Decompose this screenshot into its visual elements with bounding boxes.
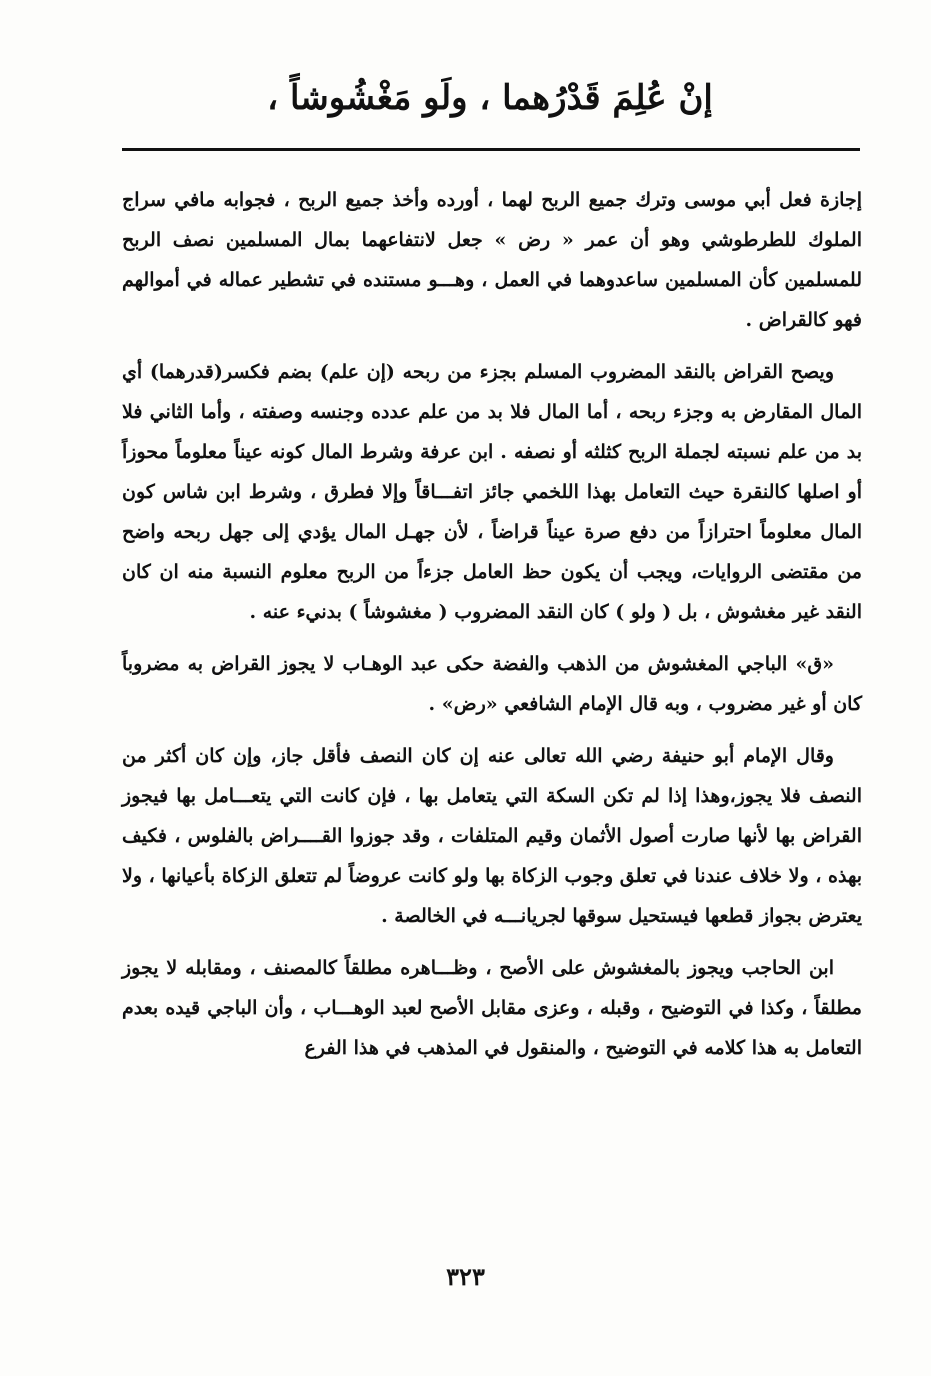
paragraph-1: إجازة فعل أبي موسى وترك جميع الربح لهما ، أورده وأخذ جميع الربح ، فجوابه مافي سراج الملوك للطرطوشي وهو أن عمر « رض » جعل لانتفاعهما بمال المسلمين نصف الربح للمسلمين كأن المسلمين ساعدوهما في العمل ، وهـــو مستنده في تشطير عماله في أموالهم فهو كالقراض . xyxy=(122,189,862,331)
paragraph-3: «ق» الباجي المغشوش من الذهب والفضة حكى عبد الوهـاب لا يجوز القراض به مضروباً كان أو غير مضروب ، وبه قال الإمام الشافعي «رض» . xyxy=(122,653,862,715)
paragraph-2: ويصح القراض بالنقد المضروب المسلم بجزء من ربحه (إن علم) بضم فكسر(قدرهما) أي المال المقارض به وجزء ربحه ، أما المال فلا بد من علم عدده وجنسه وصفته ، وأما الثاني فلا بد من علم نسبته لجملة الربح كثلثه أو نصفه . ابن عرفة وشرط المال كونه عيناً معلوماً محوزاً أو اصلها كالنقرة حيث التعامل بهذا اللخمي جائز اتفـــاقاً وإلا فطرق ، وشرط ابن شاس كون المال معلوماً احترازاً من دفع صرة عيناً قراضاً ، لأن جهـل المال يؤدي إلى جهل ربحه واضح من مقتضى الروايات، ويجب أن يكون حظ العامل جزءاً من الربح معلوم النسبة منه ان كان النقد غير مغشوش ، بل ( ولو ) كان النقد المضروب ( مغشوشاً ) بدنيء عنه . xyxy=(122,361,862,623)
page-number: ٣٢٣ xyxy=(446,1262,485,1291)
header-rule xyxy=(122,148,860,151)
page-header-title: إنْ عُلِمَ قَدْرُهما ، ولَو مَغْشُوشاً ، xyxy=(267,78,713,118)
body-text xyxy=(122,180,862,1080)
paragraph-4: وقال الإمام أبو حنيفة رضي الله تعالى عنه إن كان النصف فأقل جاز، وإن كان أكثر من النصف فلا يجوز،وهذا إذا لم تكن السكة التي يتعامل بها ، فإن كانت التي يتعـــامل بها فيجوز القراض بها لأنها صارت أصول الأثمان وقيم المتلفات ، وقد جوزوا القــــراض بالفلوس ، فكيف بهذه ، ولا خلاف عندنا في تعلق وجوب الزكاة بها ولو كانت عروضاً لم تتعلق الزكاة بأعيانها ، ولا يعترض بجواز قطعها فيستحيل سوقها لجريانـــه في الخالصة . xyxy=(122,745,862,927)
paragraph-5: ابن الحاجب ويجوز بالمغشوش على الأصح ، وظـــاهره مطلقاً كالمصنف ، ومقابله لا يجوز مطلقاً ، وكذا في التوضيح ، وقبله ، وعزى مقابل الأصح لعبد الوهـــاب ، وأن الباجي قيده بعدم التعامل به هذا كلامه في التوضيح ، والمنقول في المذهب في هذا الفرع xyxy=(122,957,862,1059)
